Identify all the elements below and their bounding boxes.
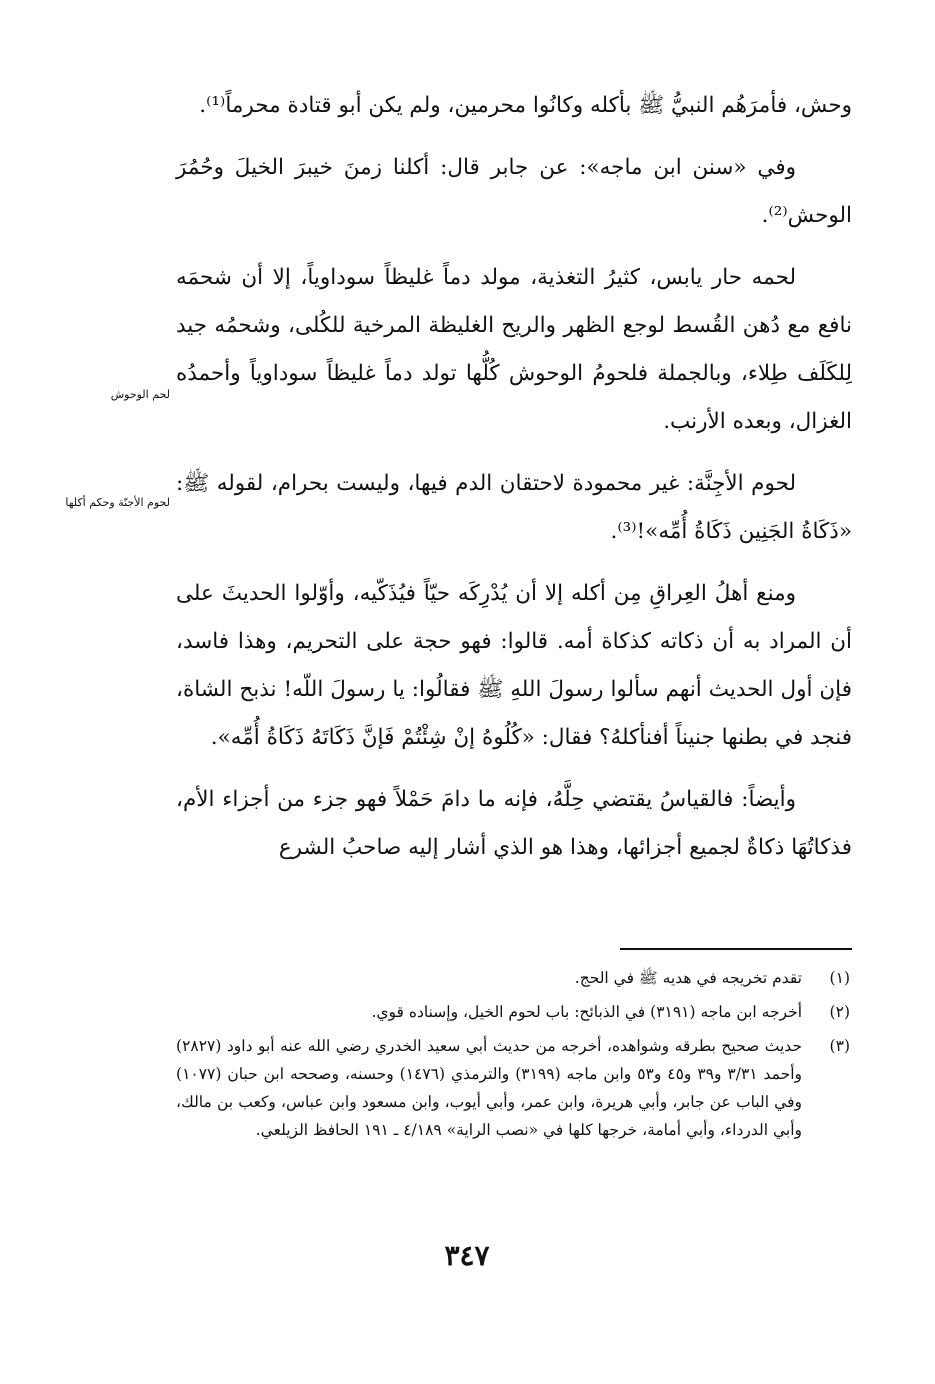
paragraph-6: وأيضاً: فالقياسُ يقتضي حِلَّهُ، فإنه ما دامَ حَمْلاً فهو جزء من أجزاء الأم، فذكاتُهَا ذكاةٌ لجميع أجزائها، وهذا هو الذي أشار إليه صاحبُ الشرع [176, 787, 852, 860]
footnote-text: حديث صحيح بطرقه وشواهده، أخرجه من حديث أبي سعيد الخدري رضي الله عنه أبو داود (٢٨٢٧) وأحمد ٣/٣١ و٣٩ و٤٥ و٥٣ وابن ماجه (٣١٩٩) والترمذي (١٤٧٦) وحسنه، وصححه ابن حبان (١٠٧٧) وفي الباب عن جابر، وأبي هريرة، وابن عمر، وأبي أيوب، وابن مسعود وابن عباس، وكعب بن مالك، وأبي الدرداء، وأبي أمامة، خرجها كلها في «نصب الراية» ٤/١٨٩ ـ ١٩١ الحافظ الزيلعي. [176, 1037, 802, 1139]
margin-note-wild-meat: لحم الوحوش [110, 388, 170, 401]
footnote-text: تقدم تخريجه في هديه ﷺ في الحج. [574, 969, 802, 987]
margin-note-fetus-meat: لحوم الأجنّة وحكم أكلها [65, 496, 170, 509]
page-number: ٣٤٧ [444, 1239, 490, 1272]
main-text-block [176, 82, 852, 872]
paragraph-5: ومنع أهلُ العِراقِ مِن أكله إلا أن يُدْرِكَه حيّاً فيُذَكّيه، وأوّلوا الحديثَ على أن المراد به أن ذكاته كذكاة أمه. قالوا: فهو حجة على التحريم، وهذا فاسد، فإن أول الحديث أنهم سألوا رسولَ اللهِ ﷺ فقالُوا: يا رسولَ اللّه! نذبح الشاة، فنجد في بطنها جنيناً أفنأكلهُ؟ فقال: «كُلُوهُ إنْ شِئْتُمْ فَإنَّ ذَكَاتَهُ ذَكَاةُ أُمِّه». [176, 581, 852, 750]
footnote-number: (١) [829, 969, 850, 987]
footnote-1 [176, 964, 850, 992]
footnote-divider [620, 948, 852, 950]
footnote-2 [176, 998, 850, 1026]
paragraph-2: وفي «سنن ابن ماجه»: عن جابر قال: أكلنا زمنَ خيبرَ الخيلَ وحُمُرَ الوحش⁽²⁾. [176, 155, 852, 228]
footnote-number: (٢) [829, 1003, 850, 1021]
footnotes [176, 964, 850, 1150]
footnote-number: (٣) [829, 1037, 850, 1055]
paragraph-3: لحمه حار يابس، كثيرُ التغذية، مولد دماً غليظاً سوداوياً، إلا أن شحمَه نافع مع دُهن القُسط لوجع الظهر والريح الغليظة المرخية للكُلى، وشحمُه جيد لِلكَلَف طِلاء، وبالجملة فلحومُ الوحوش كُلُّها تولد دماً غليظاً سوداوياً وأحمدُه الغزال، وبعده الأرنب. [176, 265, 852, 434]
footnote-3 [176, 1032, 850, 1144]
paragraph-1: وحش، فأمرَهُم النبيُّ ﷺ بأكله وكانُوا محرمين، ولم يكن أبو قتادة محرماً⁽¹⁾. [199, 93, 852, 118]
footnote-text: أخرجه ابن ماجه (٣١٩١) في الذبائح: باب لحوم الخيل، وإسناده قوي. [371, 1003, 802, 1021]
paragraph-4: لحوم الأجِنَّة: غير محمودة لاحتقان الدم فيها، وليست بحرام، لقوله ﷺ: «ذَكَاةُ الجَنِين ذَكَاةُ أُمِّه»!⁽³⁾. [176, 471, 852, 544]
